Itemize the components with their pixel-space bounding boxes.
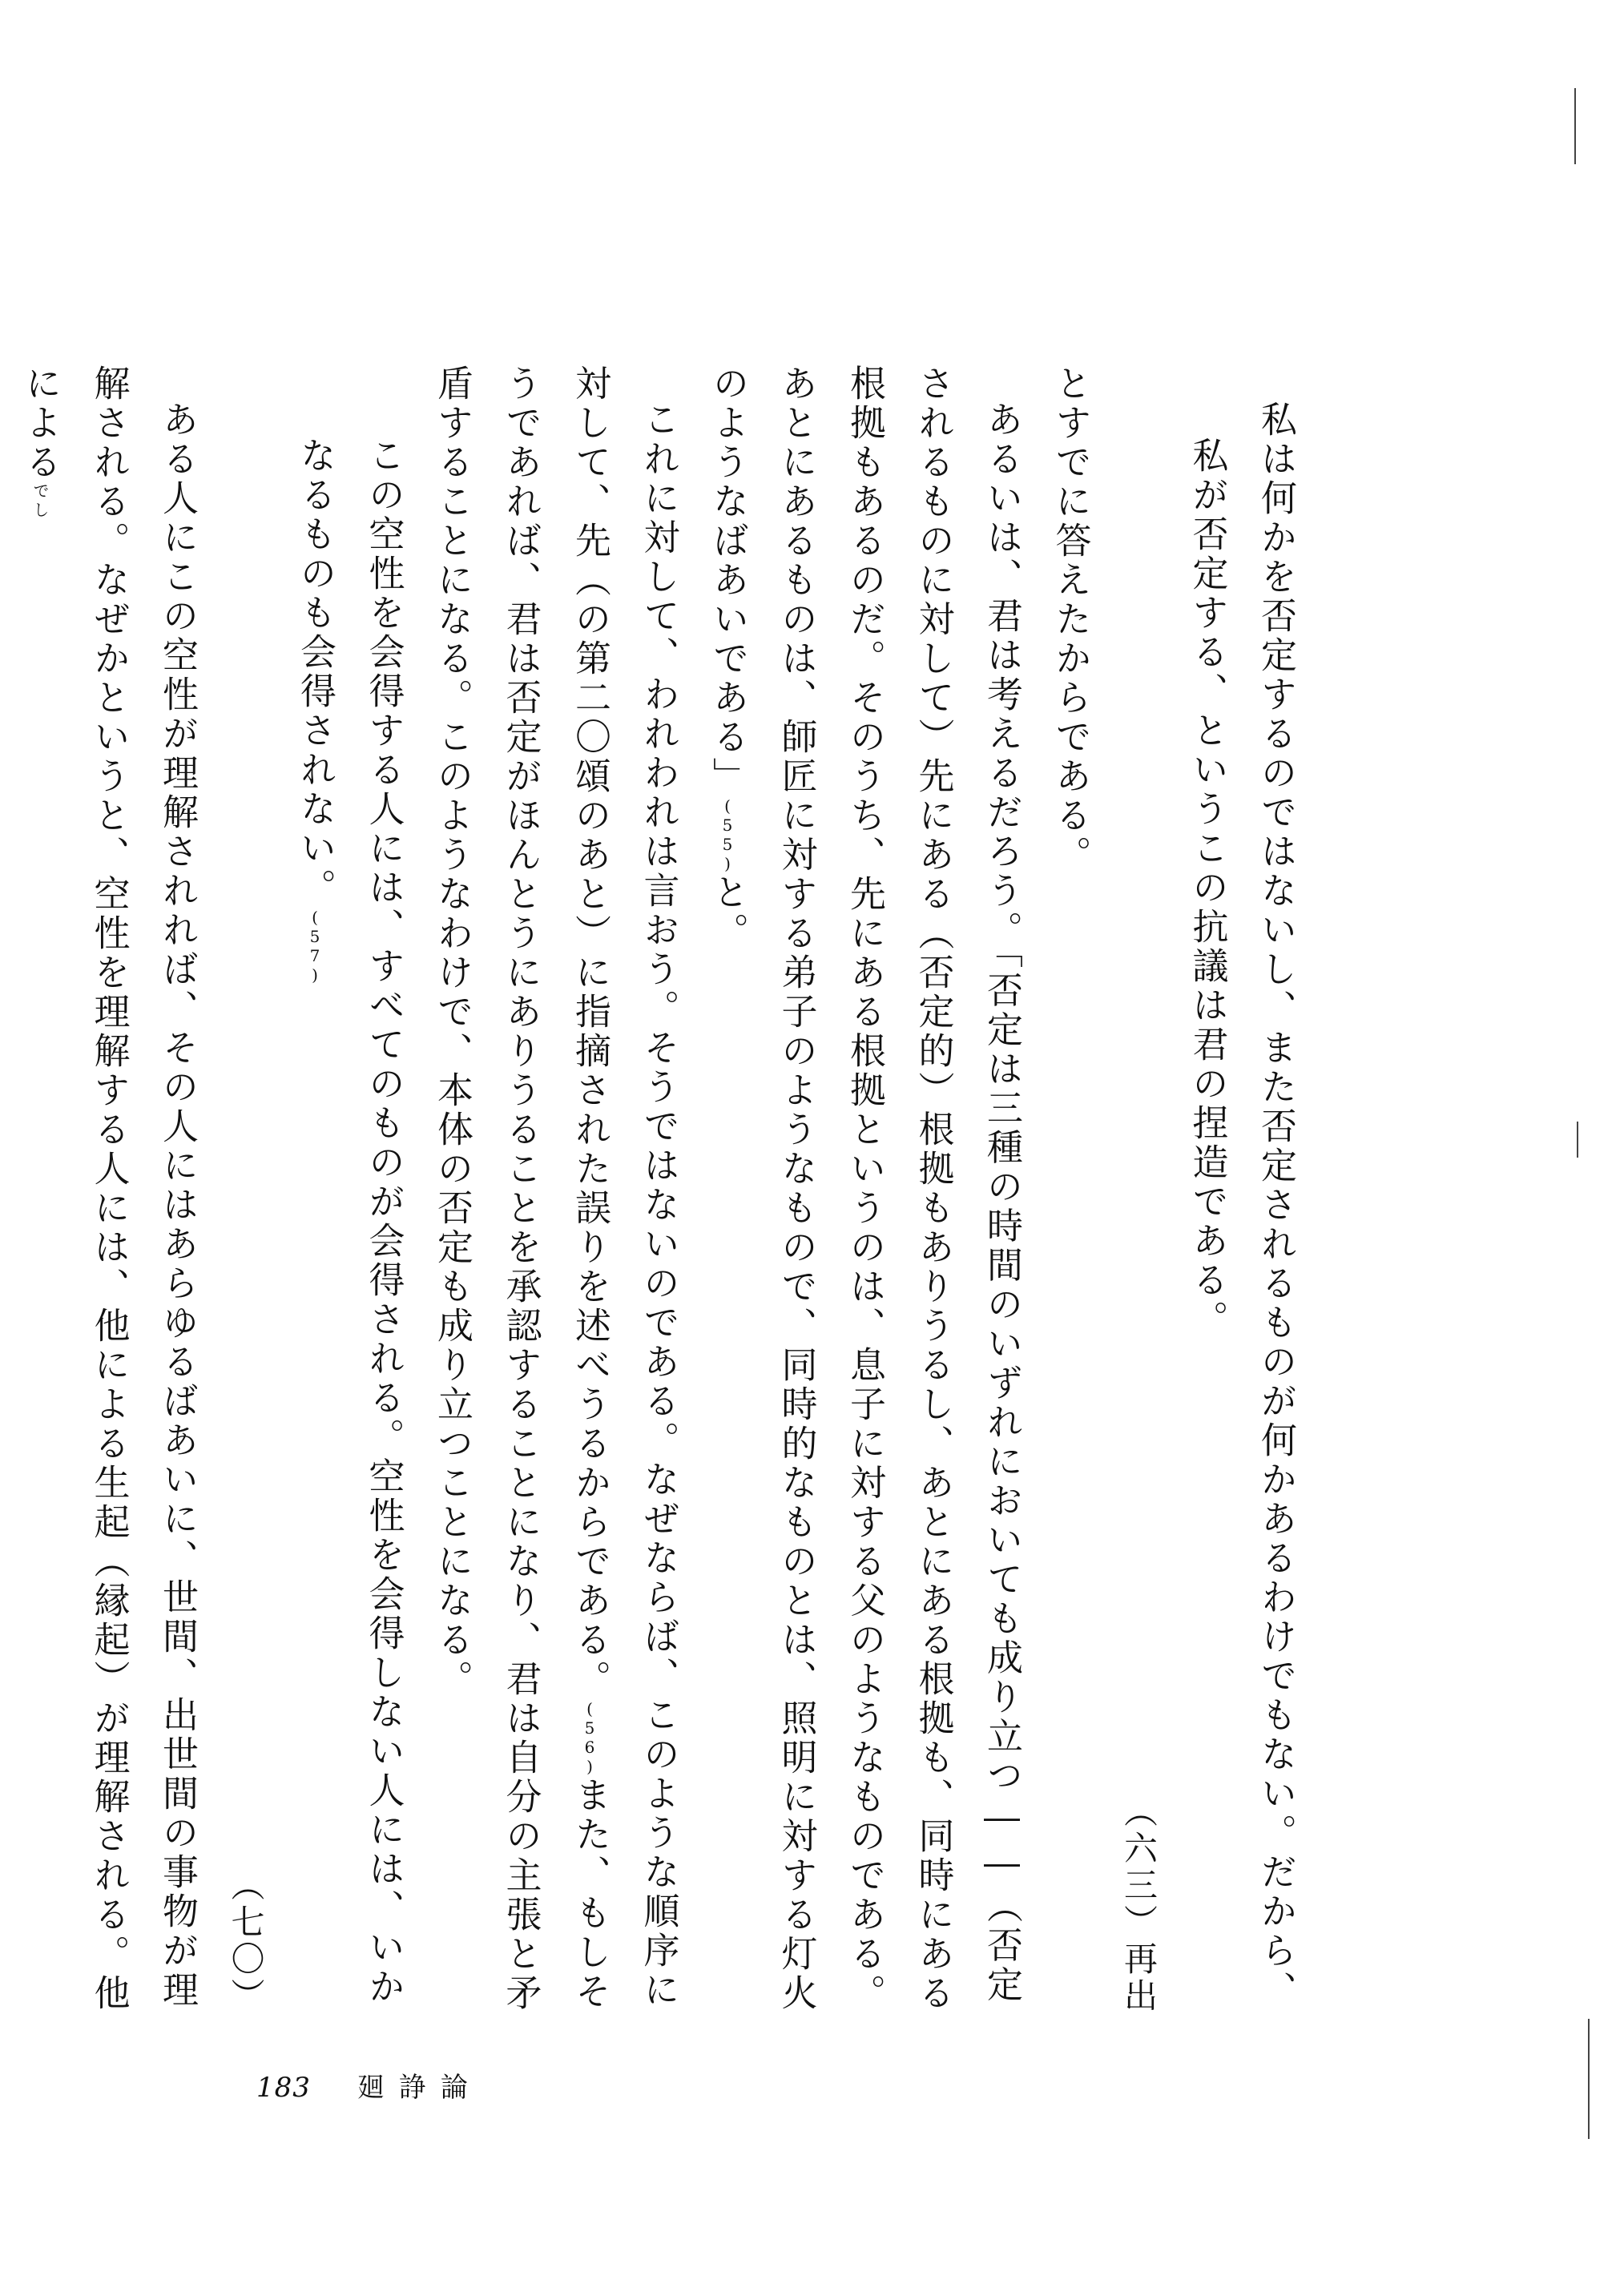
footnote-marker-57: (57): [305, 908, 324, 985]
verse-70: [212, 365, 418, 2015]
verse-63-line: 私が否定する、というこの抗議は君の捏造である。: [1186, 437, 1229, 1339]
page-body-text: [19, 365, 1310, 2015]
paragraph-3: あるいは、君は考えるだろう。「否定は三種の時間のいずれにおいても成り立つ――（否定されるものに対して）先にある（否定的）根拠もありうるし、あとにある根拠も、同時にある根拠もあるのだ。そのうち、先にある根拠というのは、息子に対する父のようなものである。あとにあるものは、師匠に対する弟子のようなもので、同時的なものとは、照明に対する灯火のようなばあいである」(55)と。: [707, 365, 1023, 2013]
footnote-marker-55: (55): [718, 796, 737, 873]
scan-edge-mark: [1577, 1122, 1578, 1158]
verse-70-label: （七〇）: [226, 1867, 266, 2015]
verse-70-text: この空性を会得する人には、すべてのものが会得される。空性を会得しない人には、いかなるものも会得されない。(57): [294, 437, 405, 2007]
page-footer: [256, 2065, 482, 2105]
paragraph-4: これに対して、われわれは言おう。そうではないのである。なぜならば、このような順序に対して、先（の第二〇頌のあと）に指摘された誤りを述べうるからである。(56)また、もしそうであれば、君は否定がほんとうにありうることを承認することになり、君は自分の主張と矛盾することになる。このようなわけで、本体の否定も成り立つことになる。: [431, 365, 680, 2013]
paragraph-2: とすでに答えたからである。: [1049, 365, 1092, 875]
ruby-reading: でし: [30, 482, 50, 521]
scan-edge-mark: [1588, 2019, 1590, 2139]
footnote-marker-56: (56): [580, 1699, 599, 1776]
verse-63: [1105, 365, 1242, 2015]
paragraph-5: ある人にこの空性が理解されれば、その人にはあらゆるばあいに、世間、出世間の事物が理解される。なぜかというと、空性を理解する人には、他による生起（縁起）が理解される。他によるでし: [19, 365, 199, 2013]
paragraph-1: 私は何かを否定するのではないし、また否定されるものが何かあるわけでもない。だから、: [1255, 401, 1297, 2010]
page-number: 183: [256, 2072, 311, 2104]
scan-edge-mark: [1574, 88, 1576, 164]
running-title: 廻諍論: [357, 2072, 482, 2104]
verse-63-label: （六三）再出: [1119, 1794, 1159, 2015]
